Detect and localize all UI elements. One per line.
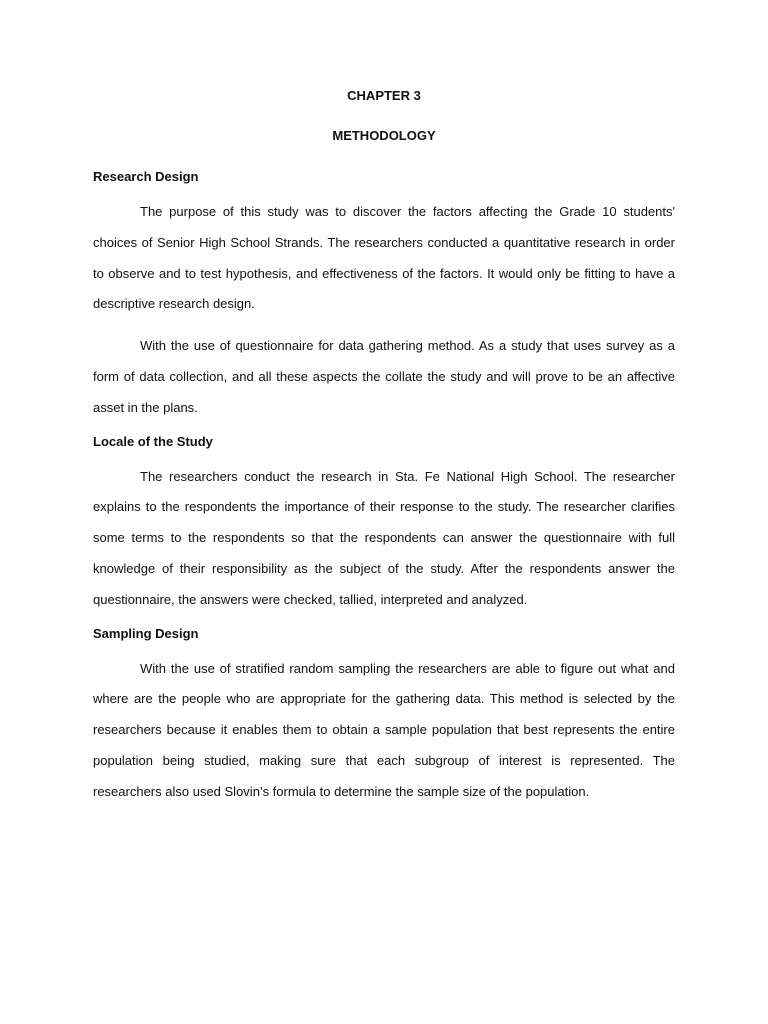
chapter-heading: CHAPTER 3: [347, 88, 421, 103]
sampling-design-paragraph-1: With the use of stratified random sampling the researchers are able to figure out what and where are the people who are appropriate for the gathering data. This method is selected by the researchers because it enables them to obtain a sample population that best represents the entire population being studied, making sure that each subgroup of interest is represented. The researchers also used Slovin’s formula to determine the sample size of the population.: [93, 660, 675, 799]
page-content: [93, 86, 675, 808]
research-design-paragraph-1: The purpose of this study was to discover the factors affecting the Grade 10 students' choices of Senior High School Strands. The researchers conducted a quantitative research in order to observe and to test hypothesis, and effectiveness of the factors. It would only be fitting to have a descriptive research design.: [93, 204, 675, 312]
section-heading-research-design: Research Design: [93, 169, 199, 184]
section-heading-locale-of-the-study: Locale of the Study: [93, 433, 213, 449]
section-locale-of-the-study: [93, 432, 675, 616]
chapter-title: METHODOLOGY: [332, 128, 436, 143]
research-design-paragraph-2: With the use of questionnaire for data gathering method. As a study that uses survey as a form of data collection, and all these aspects the collate the study and will prove to be an affective asset in the plans.: [93, 338, 675, 415]
locale-paragraph-1: The researchers conduct the research in Sta. Fe National High School. The researcher explains to the respondents the importance of their response to the study. The researcher clarifies some terms to the respondents so that the respondents can answer the questionnaire with full knowledge of their responsibility as the subject of the study. After the respondents answer the questionnaire, the answers were checked, tallied, interpreted and analyzed.: [93, 468, 675, 607]
section-research-design: [93, 167, 675, 424]
section-heading-sampling-design: Sampling Design: [93, 625, 199, 641]
section-sampling-design: [93, 624, 675, 808]
